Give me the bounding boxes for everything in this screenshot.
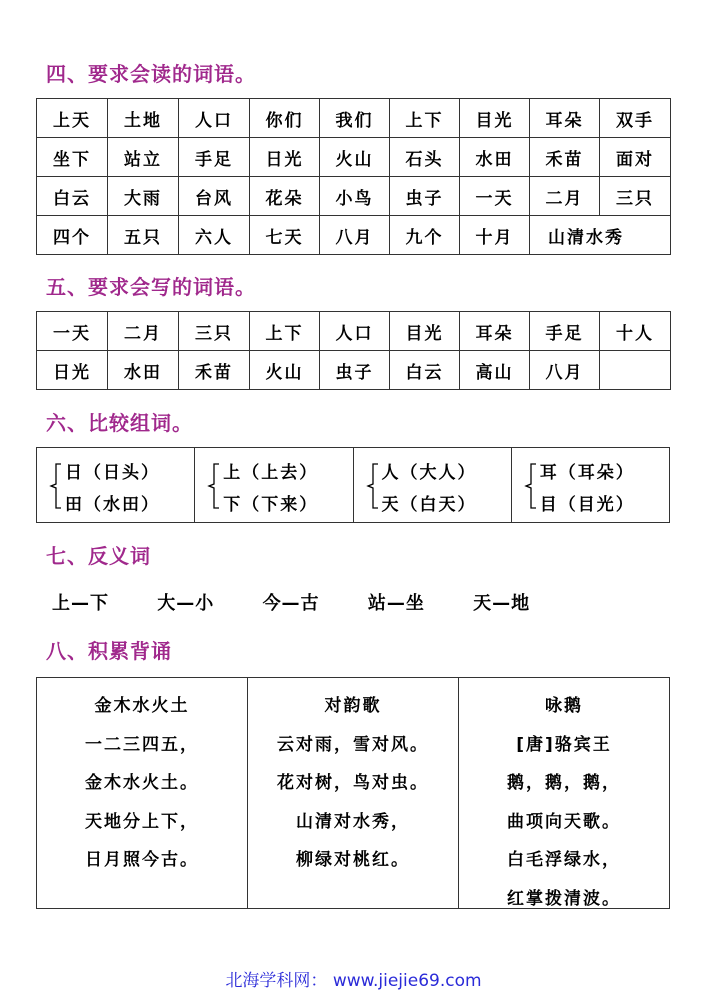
- word-cell: 上天: [37, 99, 108, 138]
- section-4-table: [36, 98, 671, 255]
- antonym-list: [52, 589, 572, 615]
- poem-line: 曲项向天歌。: [507, 811, 621, 832]
- poem-line: 一二三四五，: [85, 734, 199, 755]
- poems-box: [36, 677, 670, 909]
- compare-word-top: 人（大人）: [381, 463, 477, 483]
- word-cell: 禾苗: [179, 351, 250, 390]
- brace-icon: [524, 462, 538, 510]
- word-cell: 大雨: [108, 177, 179, 216]
- word-cell: 我们: [320, 99, 390, 138]
- poem-line: 天地分上下，: [85, 811, 199, 832]
- word-cell: 水田: [460, 138, 530, 177]
- word-cell: 花朵: [250, 177, 320, 216]
- word-cell: 面对: [600, 138, 671, 177]
- word-cell: 一天: [460, 177, 530, 216]
- section-5-heading: 五、要求会写的词语。: [46, 275, 256, 299]
- poem-line: 红掌拨清波。: [507, 888, 621, 909]
- word-cell: 手足: [179, 138, 250, 177]
- poem-title: 对韵歌: [324, 696, 382, 716]
- compare-word-bottom: 天（白天）: [381, 495, 477, 515]
- poem-line: 白毛浮绿水，: [507, 850, 621, 870]
- word-cell: 站立: [108, 138, 179, 177]
- word-cell: 日光: [37, 351, 108, 390]
- word-cell: 五只: [108, 216, 179, 255]
- section-7-heading: 七、反义词: [46, 544, 151, 568]
- antonym-pair: 大—小: [157, 593, 215, 614]
- brace-icon: [366, 462, 380, 510]
- compare-pair: [195, 448, 353, 522]
- compare-word-top: 日（日头）: [65, 463, 160, 483]
- word-cell: 火山: [320, 138, 390, 177]
- word-cell: 六人: [179, 216, 250, 255]
- word-cell: 二月: [108, 312, 179, 351]
- compare-words-box: [36, 447, 670, 523]
- word-cell: [600, 351, 671, 390]
- word-cell: 高山: [460, 351, 530, 390]
- compare-pair: [37, 448, 195, 522]
- word-cell: 石头: [390, 138, 460, 177]
- brace-icon: [207, 462, 221, 510]
- poem-yonge: [459, 678, 669, 908]
- word-cell: 耳朵: [530, 99, 600, 138]
- word-cell: 白云: [390, 351, 460, 390]
- brace-icon: [49, 462, 63, 510]
- section-5-table: [36, 311, 671, 390]
- compare-word-bottom: 田（水田）: [65, 495, 160, 515]
- poem-line: 鹅，鹅，鹅，: [507, 773, 621, 793]
- word-cell: 七天: [250, 216, 320, 255]
- poem-jinmushuihuotu: [37, 678, 248, 908]
- poem-title: 金木水火土: [94, 696, 190, 716]
- poem-line: 日月照今古。: [85, 850, 199, 870]
- word-cell: 上下: [390, 99, 460, 138]
- word-cell: 三只: [600, 177, 671, 216]
- word-cell: 十月: [460, 216, 530, 255]
- compare-pair: [512, 448, 669, 522]
- word-cell: 人口: [179, 99, 250, 138]
- word-cell: 八月: [530, 351, 600, 390]
- word-cell: 一天: [37, 312, 108, 351]
- word-cell: 白云: [37, 177, 108, 216]
- word-cell: 双手: [600, 99, 671, 138]
- poem-duiyunge: [248, 678, 459, 908]
- compare-pair: [354, 448, 512, 522]
- word-cell: 虫子: [320, 351, 390, 390]
- poem-line: 山清对水秀，: [296, 811, 410, 832]
- word-cell: 山清水秀: [530, 216, 671, 255]
- word-cell: 目光: [460, 99, 530, 138]
- word-cell: 三只: [179, 312, 250, 351]
- word-cell: 坐下: [37, 138, 108, 177]
- word-cell: 你们: [250, 99, 320, 138]
- footer-watermark-link[interactable]: 北海学科网： www.jiejie69.com: [225, 971, 482, 991]
- word-cell: 日光: [250, 138, 320, 177]
- word-cell: 小鸟: [320, 177, 390, 216]
- poem-line: 金木水火土。: [85, 773, 199, 793]
- poem-line: 云对雨，雪对风。: [277, 734, 429, 755]
- word-cell: 禾苗: [530, 138, 600, 177]
- word-cell: 九个: [390, 216, 460, 255]
- compare-word-bottom: 目（目光）: [539, 495, 635, 515]
- word-cell: 八月: [320, 216, 390, 255]
- poem-author: [唐]骆宾王: [516, 734, 612, 755]
- word-cell: 火山: [250, 351, 320, 390]
- word-cell: 虫子: [390, 177, 460, 216]
- word-cell: 上下: [250, 312, 320, 351]
- section-4-heading: 四、要求会读的词语。: [46, 62, 256, 86]
- compare-word-top: 耳（耳朵）: [539, 463, 635, 483]
- word-cell: 耳朵: [460, 312, 530, 351]
- section-6-heading: 六、比较组词。: [46, 411, 193, 435]
- word-cell: 手足: [530, 312, 600, 351]
- antonym-pair: 上—下: [52, 593, 109, 614]
- antonym-pair: 站—坐: [367, 593, 425, 614]
- word-cell: 四个: [37, 216, 108, 255]
- word-cell: 水田: [108, 351, 179, 390]
- section-8-heading: 八、积累背诵: [46, 639, 172, 663]
- word-cell: 土地: [108, 99, 179, 138]
- word-cell: 二月: [530, 177, 600, 216]
- word-cell: 十人: [600, 312, 671, 351]
- compare-word-bottom: 下（下来）: [223, 495, 319, 515]
- poem-line: 柳绿对桃红。: [296, 850, 410, 870]
- poem-line: 花对树，鸟对虫。: [277, 773, 429, 793]
- word-cell: 人口: [320, 312, 390, 351]
- word-cell: 台风: [179, 177, 250, 216]
- antonym-pair: 天—地: [473, 593, 531, 614]
- antonym-pair: 今—古: [262, 593, 320, 614]
- poem-title: 咏鹅: [545, 696, 583, 716]
- compare-word-top: 上（上去）: [223, 463, 319, 483]
- word-cell: 目光: [390, 312, 460, 351]
